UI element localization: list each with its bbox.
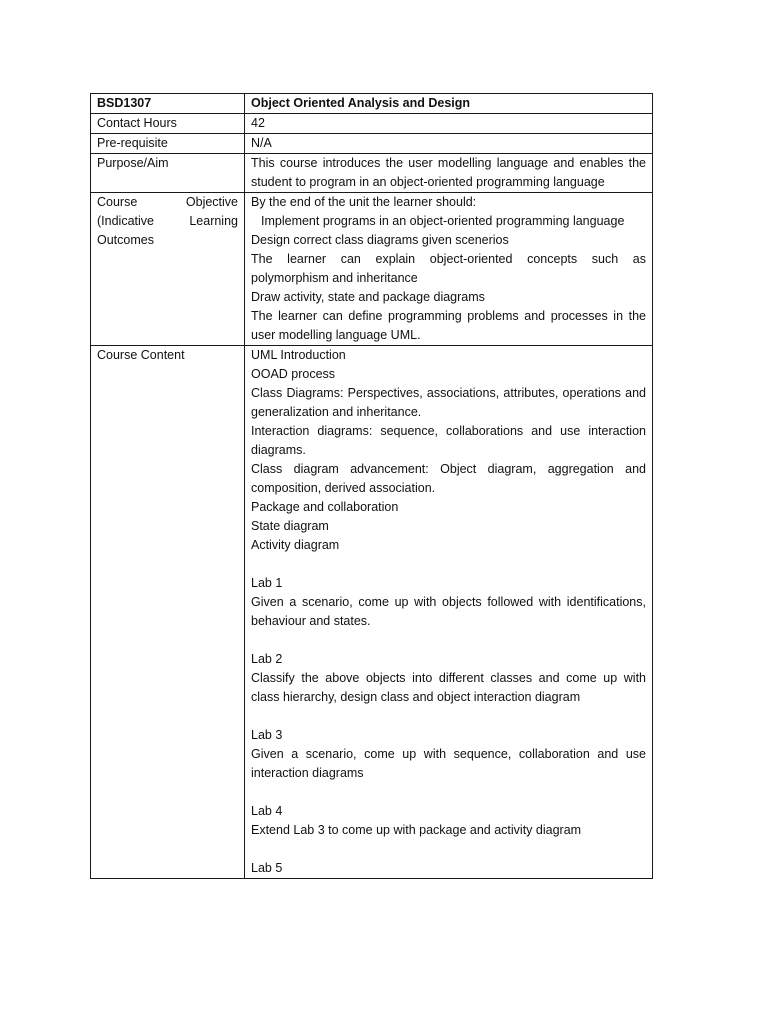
objective-label-line: Course Objective [97, 195, 238, 209]
content-item: Activity diagram [251, 538, 340, 552]
content-item: Interaction diagrams: sequence, collaborations and use interaction diagrams. [251, 424, 646, 457]
lab-title: Lab 1 [251, 576, 283, 590]
contact-hours-label: Contact Hours [91, 114, 245, 134]
content-item: State diagram [251, 519, 329, 533]
table-row-prereq [91, 134, 653, 154]
table-row-content [91, 346, 653, 879]
content-label: Course Content [91, 346, 245, 879]
table-row-hours [91, 114, 653, 134]
blank-line [251, 555, 646, 574]
objective-label-cell [91, 193, 245, 346]
content-item: Class Diagrams: Perspectives, associations, attributes, operations and generalization and inheritance. [251, 386, 646, 419]
lab-title: Lab 2 [251, 652, 283, 666]
prerequisite-value: N/A [245, 134, 653, 154]
objective-item: The learner can define programming problems and processes in the user modelling language UML. [251, 309, 646, 342]
lab-title: Lab 4 [251, 804, 283, 818]
blank-line [251, 840, 646, 859]
course-code: BSD1307 [91, 94, 245, 114]
table-row-objective [91, 193, 653, 346]
course-title: Object Oriented Analysis and Design [245, 94, 653, 114]
contact-hours-value: 42 [245, 114, 653, 134]
blank-line [251, 783, 646, 802]
purpose-value: This course introduces the user modelling language and enables the student to program in an object-oriented programming language [245, 154, 653, 193]
prerequisite-label: Pre-requisite [91, 134, 245, 154]
content-item: Class diagram advancement: Object diagram, aggregation and composition, derived association. [251, 462, 646, 495]
course-outline-table [90, 93, 653, 879]
blank-line [251, 707, 646, 726]
blank-line [251, 631, 646, 650]
lab-description: Given a scenario, come up with objects followed with identifications, behaviour and states. [251, 595, 646, 628]
objective-label-line: Outcomes [97, 233, 154, 247]
table-row-code [91, 94, 653, 114]
lab-title: Lab 3 [251, 728, 283, 742]
table-row-purpose [91, 154, 653, 193]
lab-description: Extend Lab 3 to come up with package and activity diagram [251, 823, 582, 837]
objective-item: The learner can explain object-oriented concepts such as polymorphism and inheritance [251, 252, 646, 285]
content-item: OOAD process [251, 367, 336, 381]
content-item: Package and collaboration [251, 500, 399, 514]
lab-description: Classify the above objects into different classes and come up with class hierarchy, design class and object interaction diagram [251, 671, 646, 704]
objective-item: Draw activity, state and package diagrams [251, 290, 485, 304]
lab-description: Given a scenario, come up with sequence, collaboration and use interaction diagrams [251, 747, 646, 780]
content-item: UML Introduction [251, 348, 346, 362]
lab-title: Lab 5 [251, 861, 283, 875]
content-value-cell [245, 346, 653, 879]
objective-item: By the end of the unit the learner should: [251, 195, 477, 209]
objective-value-cell [245, 193, 653, 346]
objective-item: Design correct class diagrams given scenerios [251, 233, 509, 247]
purpose-label: Purpose/Aim [91, 154, 245, 193]
objective-label-line: (Indicative Learning [97, 214, 238, 228]
objective-item: Implement programs in an object-oriented programming language [261, 214, 625, 228]
